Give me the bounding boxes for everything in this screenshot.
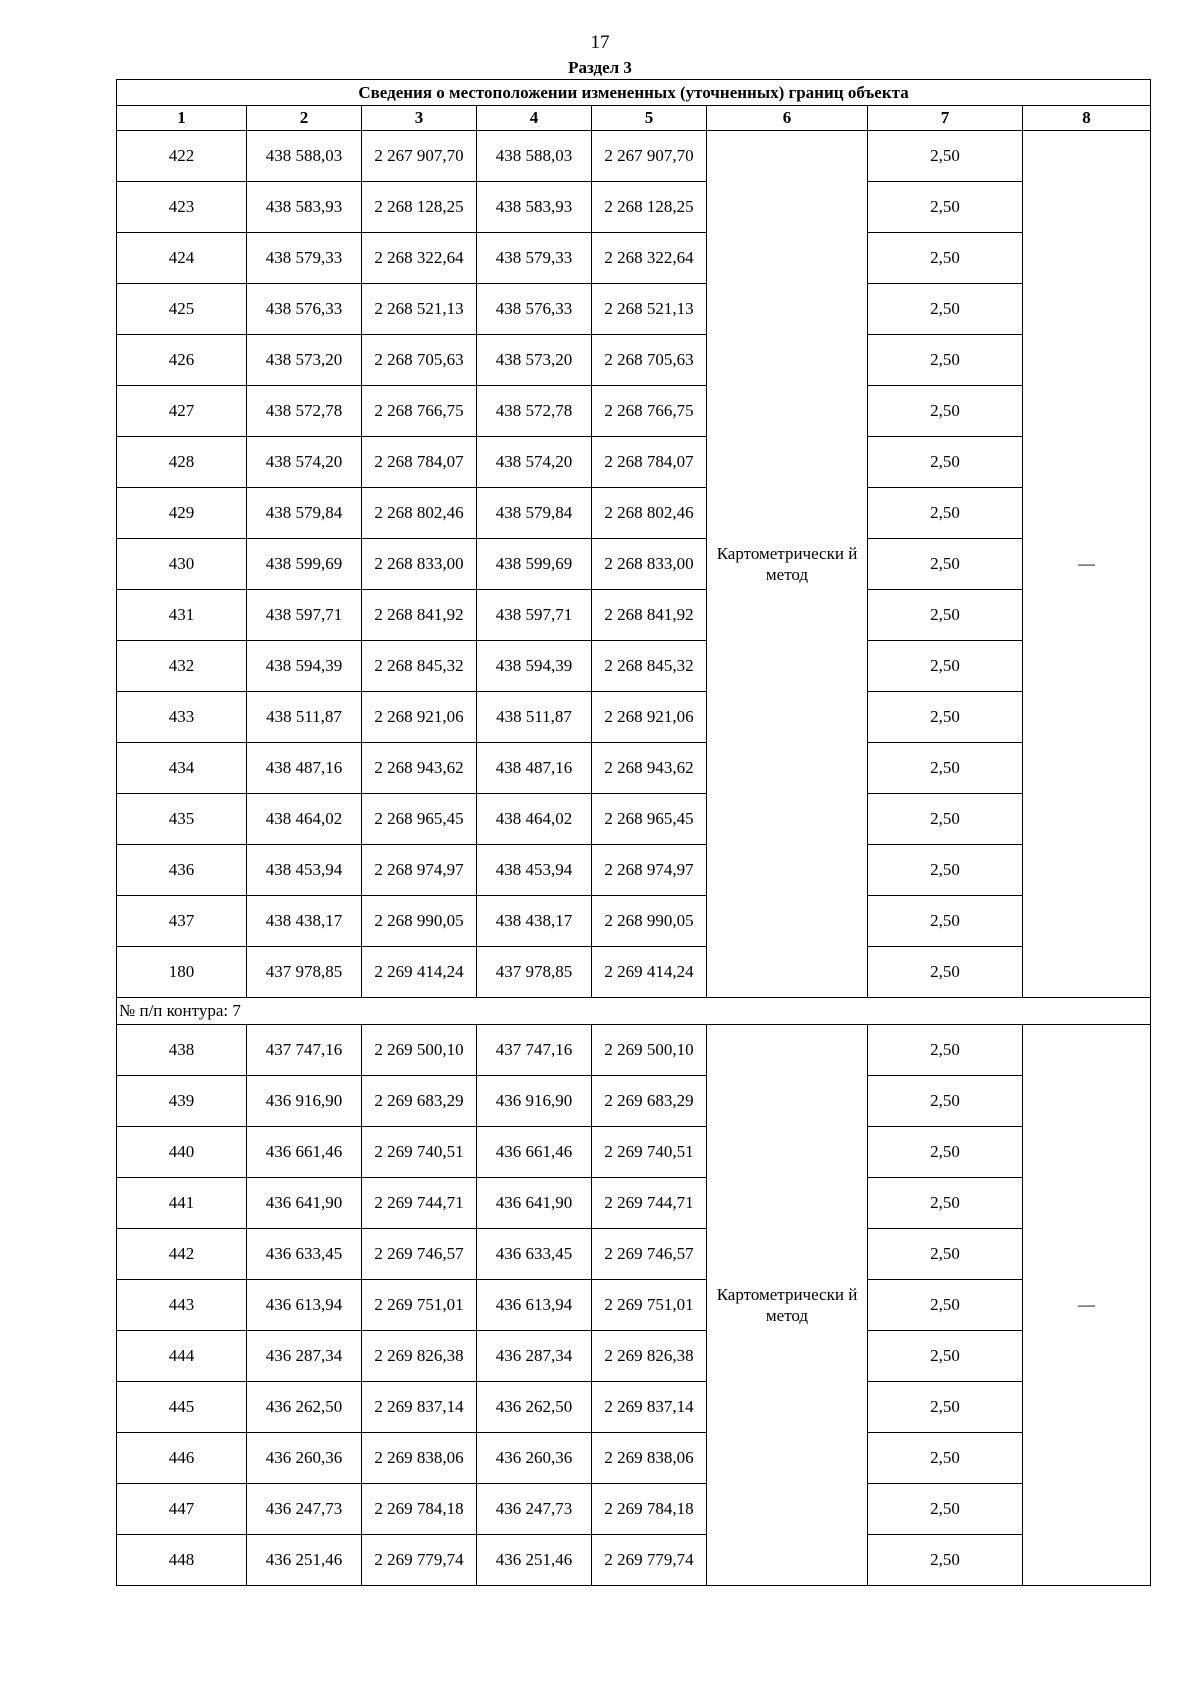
accuracy-value: 2,50: [868, 1535, 1023, 1586]
table-row: [117, 1280, 1151, 1331]
section-title: Раздел 3: [568, 58, 632, 77]
point-number: 430: [117, 539, 247, 590]
x-new: 438 579,84: [477, 488, 592, 539]
x-existing: 438 599,69: [247, 539, 362, 590]
x-existing: 436 641,90: [247, 1178, 362, 1229]
x-new: 438 572,78: [477, 386, 592, 437]
point-number: 445: [117, 1382, 247, 1433]
x-existing: 438 438,17: [247, 896, 362, 947]
y-new: 2 268 990,05: [592, 896, 707, 947]
x-existing: 438 487,16: [247, 743, 362, 794]
x-new: 436 641,90: [477, 1178, 592, 1229]
y-new: 2 268 943,62: [592, 743, 707, 794]
x-new: 437 978,85: [477, 947, 592, 998]
column-header: 4: [477, 106, 592, 131]
x-existing: 436 633,45: [247, 1229, 362, 1280]
y-new: 2 268 845,32: [592, 641, 707, 692]
y-existing: 2 268 965,45: [362, 794, 477, 845]
y-existing: 2 268 521,13: [362, 284, 477, 335]
y-new: 2 269 784,18: [592, 1484, 707, 1535]
accuracy-value: 2,50: [868, 539, 1023, 590]
accuracy-value: 2,50: [868, 590, 1023, 641]
y-existing: 2 268 841,92: [362, 590, 477, 641]
y-existing: 2 269 779,74: [362, 1535, 477, 1586]
accuracy-value: 2,50: [868, 386, 1023, 437]
point-number: 426: [117, 335, 247, 386]
table-row: [117, 1178, 1151, 1229]
y-new: 2 269 826,38: [592, 1331, 707, 1382]
x-existing: 438 579,33: [247, 233, 362, 284]
y-new: 2 268 965,45: [592, 794, 707, 845]
point-number: 441: [117, 1178, 247, 1229]
table-row: [117, 131, 1151, 182]
point-number: 443: [117, 1280, 247, 1331]
x-existing: 438 573,20: [247, 335, 362, 386]
point-number: 437: [117, 896, 247, 947]
y-existing: 2 268 322,64: [362, 233, 477, 284]
x-existing: 438 464,02: [247, 794, 362, 845]
x-new: 437 747,16: [477, 1025, 592, 1076]
point-number: 431: [117, 590, 247, 641]
x-existing: 438 588,03: [247, 131, 362, 182]
accuracy-value: 2,50: [868, 1280, 1023, 1331]
y-new: 2 268 128,25: [592, 182, 707, 233]
accuracy-value: 2,50: [868, 437, 1023, 488]
accuracy-value: 2,50: [868, 1484, 1023, 1535]
table-row: [117, 590, 1151, 641]
note-cell: —: [1023, 1025, 1151, 1586]
y-existing: 2 268 833,00: [362, 539, 477, 590]
contour-label: № п/п контура: 7: [117, 998, 1151, 1025]
accuracy-value: 2,50: [868, 692, 1023, 743]
x-new: 436 661,46: [477, 1127, 592, 1178]
y-existing: 2 268 784,07: [362, 437, 477, 488]
y-new: 2 268 784,07: [592, 437, 707, 488]
y-existing: 2 268 921,06: [362, 692, 477, 743]
column-header: 6: [707, 106, 868, 131]
point-number: 425: [117, 284, 247, 335]
accuracy-value: 2,50: [868, 284, 1023, 335]
accuracy-value: 2,50: [868, 743, 1023, 794]
y-existing: 2 269 837,14: [362, 1382, 477, 1433]
x-existing: 436 613,94: [247, 1280, 362, 1331]
y-existing: 2 269 740,51: [362, 1127, 477, 1178]
x-existing: 438 511,87: [247, 692, 362, 743]
x-existing: 436 247,73: [247, 1484, 362, 1535]
point-number: 427: [117, 386, 247, 437]
table-row: [117, 539, 1151, 590]
y-existing: 2 268 990,05: [362, 896, 477, 947]
column-header: 7: [868, 106, 1023, 131]
accuracy-value: 2,50: [868, 1076, 1023, 1127]
accuracy-value: 2,50: [868, 488, 1023, 539]
y-new: 2 268 705,63: [592, 335, 707, 386]
accuracy-value: 2,50: [868, 1433, 1023, 1484]
accuracy-value: 2,50: [868, 335, 1023, 386]
x-existing: 437 747,16: [247, 1025, 362, 1076]
table-row: [117, 488, 1151, 539]
y-new: 2 268 921,06: [592, 692, 707, 743]
x-new: 438 583,93: [477, 182, 592, 233]
x-existing: 436 262,50: [247, 1382, 362, 1433]
accuracy-value: 2,50: [868, 845, 1023, 896]
point-number: 435: [117, 794, 247, 845]
point-number: 447: [117, 1484, 247, 1535]
x-new: 436 633,45: [477, 1229, 592, 1280]
point-number: 180: [117, 947, 247, 998]
table-row: [117, 1127, 1151, 1178]
point-number: 448: [117, 1535, 247, 1586]
point-number: 432: [117, 641, 247, 692]
table-row: [117, 794, 1151, 845]
table-row: [117, 437, 1151, 488]
y-new: 2 268 833,00: [592, 539, 707, 590]
point-number: 439: [117, 1076, 247, 1127]
table-row: [117, 233, 1151, 284]
y-new: 2 269 779,74: [592, 1535, 707, 1586]
x-new: 436 251,46: [477, 1535, 592, 1586]
y-existing: 2 268 802,46: [362, 488, 477, 539]
table-row: [117, 1076, 1151, 1127]
table-row: [117, 1484, 1151, 1535]
x-existing: 436 916,90: [247, 1076, 362, 1127]
y-new: 2 268 802,46: [592, 488, 707, 539]
x-new: 438 511,87: [477, 692, 592, 743]
accuracy-value: 2,50: [868, 182, 1023, 233]
y-existing: 2 268 128,25: [362, 182, 477, 233]
boundary-table: [116, 79, 1151, 1586]
table-row: [117, 692, 1151, 743]
x-new: 436 260,36: [477, 1433, 592, 1484]
x-new: 438 453,94: [477, 845, 592, 896]
y-existing: 2 268 766,75: [362, 386, 477, 437]
x-existing: 438 576,33: [247, 284, 362, 335]
accuracy-value: 2,50: [868, 1229, 1023, 1280]
column-header: 5: [592, 106, 707, 131]
x-new: 438 487,16: [477, 743, 592, 794]
table-row: [117, 947, 1151, 998]
accuracy-value: 2,50: [868, 947, 1023, 998]
x-existing: 436 251,46: [247, 1535, 362, 1586]
table-row: [117, 743, 1151, 794]
accuracy-value: 2,50: [868, 1178, 1023, 1229]
accuracy-value: 2,50: [868, 896, 1023, 947]
x-new: 438 576,33: [477, 284, 592, 335]
x-new: 438 438,17: [477, 896, 592, 947]
x-existing: 438 453,94: [247, 845, 362, 896]
table-row: [117, 1433, 1151, 1484]
table-row: [117, 182, 1151, 233]
accuracy-value: 2,50: [868, 1025, 1023, 1076]
accuracy-value: 2,50: [868, 1127, 1023, 1178]
x-new: 438 464,02: [477, 794, 592, 845]
point-number: 433: [117, 692, 247, 743]
x-existing: 437 978,85: [247, 947, 362, 998]
y-existing: 2 268 845,32: [362, 641, 477, 692]
point-number: 442: [117, 1229, 247, 1280]
y-new: 2 268 521,13: [592, 284, 707, 335]
y-new: 2 269 746,57: [592, 1229, 707, 1280]
x-existing: 438 597,71: [247, 590, 362, 641]
y-existing: 2 269 746,57: [362, 1229, 477, 1280]
y-existing: 2 269 744,71: [362, 1178, 477, 1229]
point-number: 438: [117, 1025, 247, 1076]
table-caption: Сведения о местоположении измененных (уточненных) границ объекта: [117, 80, 1151, 106]
method-cell: Картометрически й метод: [707, 131, 868, 998]
point-number: 428: [117, 437, 247, 488]
y-existing: 2 269 683,29: [362, 1076, 477, 1127]
x-existing: 438 594,39: [247, 641, 362, 692]
y-existing: 2 268 974,97: [362, 845, 477, 896]
accuracy-value: 2,50: [868, 233, 1023, 284]
y-new: 2 269 837,14: [592, 1382, 707, 1433]
table-row: [117, 845, 1151, 896]
x-existing: 438 574,20: [247, 437, 362, 488]
column-header: 8: [1023, 106, 1151, 131]
y-existing: 2 269 838,06: [362, 1433, 477, 1484]
table-row: [117, 1229, 1151, 1280]
column-header: 1: [117, 106, 247, 131]
y-new: 2 269 744,71: [592, 1178, 707, 1229]
accuracy-value: 2,50: [868, 641, 1023, 692]
y-existing: 2 268 943,62: [362, 743, 477, 794]
y-existing: 2 268 705,63: [362, 335, 477, 386]
accuracy-value: 2,50: [868, 131, 1023, 182]
x-existing: 436 661,46: [247, 1127, 362, 1178]
point-number: 422: [117, 131, 247, 182]
accuracy-value: 2,50: [868, 794, 1023, 845]
x-new: 438 597,71: [477, 590, 592, 641]
column-header: 3: [362, 106, 477, 131]
y-new: 2 269 683,29: [592, 1076, 707, 1127]
x-existing: 438 572,78: [247, 386, 362, 437]
y-new: 2 268 974,97: [592, 845, 707, 896]
y-existing: 2 269 751,01: [362, 1280, 477, 1331]
method-cell: Картометрически й метод: [707, 1025, 868, 1586]
point-number: 434: [117, 743, 247, 794]
y-new: 2 269 838,06: [592, 1433, 707, 1484]
x-new: 438 574,20: [477, 437, 592, 488]
x-existing: 438 579,84: [247, 488, 362, 539]
table-row: [117, 1382, 1151, 1433]
y-new: 2 269 751,01: [592, 1280, 707, 1331]
point-number: 444: [117, 1331, 247, 1382]
x-new: 436 247,73: [477, 1484, 592, 1535]
table-row: [117, 386, 1151, 437]
y-new: 2 269 414,24: [592, 947, 707, 998]
point-number: 424: [117, 233, 247, 284]
x-new: 436 916,90: [477, 1076, 592, 1127]
table-row: [117, 1025, 1151, 1076]
accuracy-value: 2,50: [868, 1331, 1023, 1382]
point-number: 423: [117, 182, 247, 233]
table-row: [117, 641, 1151, 692]
y-new: 2 269 500,10: [592, 1025, 707, 1076]
x-new: 438 594,39: [477, 641, 592, 692]
note-cell: —: [1023, 131, 1151, 998]
point-number: 429: [117, 488, 247, 539]
y-new: 2 268 766,75: [592, 386, 707, 437]
x-new: 438 573,20: [477, 335, 592, 386]
column-header: 2: [247, 106, 362, 131]
x-new: 436 287,34: [477, 1331, 592, 1382]
x-existing: 436 287,34: [247, 1331, 362, 1382]
page-number: 17: [590, 32, 610, 53]
x-new: 438 588,03: [477, 131, 592, 182]
accuracy-value: 2,50: [868, 1382, 1023, 1433]
table-row: [117, 1331, 1151, 1382]
table-row: [117, 1535, 1151, 1586]
point-number: 440: [117, 1127, 247, 1178]
x-new: 436 262,50: [477, 1382, 592, 1433]
y-existing: 2 269 500,10: [362, 1025, 477, 1076]
y-existing: 2 269 414,24: [362, 947, 477, 998]
y-new: 2 268 841,92: [592, 590, 707, 641]
y-new: 2 268 322,64: [592, 233, 707, 284]
x-new: 438 599,69: [477, 539, 592, 590]
y-existing: 2 269 826,38: [362, 1331, 477, 1382]
x-new: 438 579,33: [477, 233, 592, 284]
table-row: [117, 896, 1151, 947]
table-row: [117, 284, 1151, 335]
y-existing: 2 269 784,18: [362, 1484, 477, 1535]
x-existing: 436 260,36: [247, 1433, 362, 1484]
y-existing: 2 267 907,70: [362, 131, 477, 182]
y-new: 2 267 907,70: [592, 131, 707, 182]
point-number: 446: [117, 1433, 247, 1484]
point-number: 436: [117, 845, 247, 896]
x-existing: 438 583,93: [247, 182, 362, 233]
x-new: 436 613,94: [477, 1280, 592, 1331]
table-row: [117, 335, 1151, 386]
y-new: 2 269 740,51: [592, 1127, 707, 1178]
